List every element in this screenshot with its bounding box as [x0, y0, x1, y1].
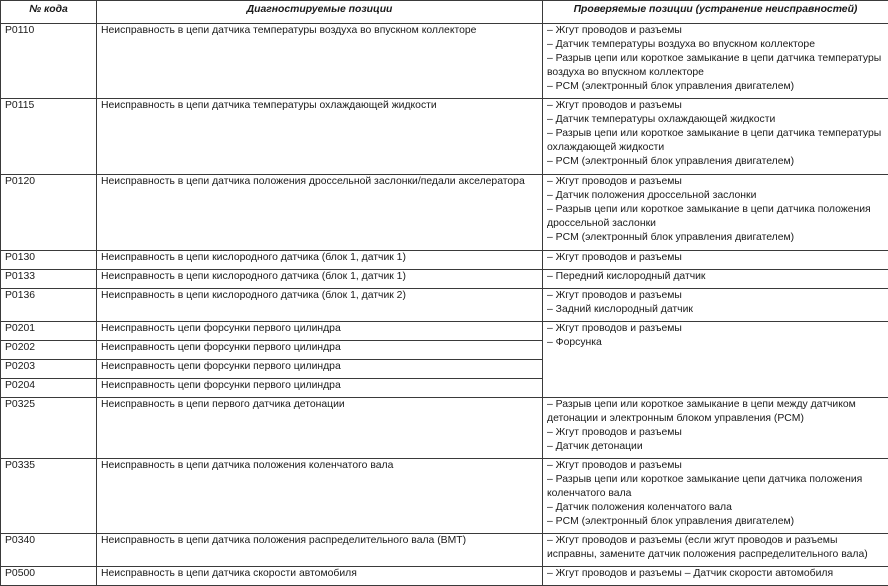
checks-cell	[543, 534, 888, 567]
code-cell: P0115	[1, 99, 97, 175]
table-row	[1, 24, 888, 99]
code-cell: P0500	[1, 567, 97, 586]
code-cell: P0202	[1, 341, 97, 360]
check-item: – PCM (электронный блок управления двигателем)	[547, 156, 795, 167]
check-item: – PCM (электронный блок управления двигателем)	[547, 516, 795, 527]
code-cell: P0325	[1, 398, 97, 459]
check-item: – Жгут проводов и разъемы (если жгут проводов и разъемы исправны, замените датчик положения распределительного вала)	[547, 535, 868, 560]
description-cell: Неисправность в цепи датчика скорости автомобиля	[97, 567, 543, 586]
checks-cell	[543, 567, 888, 586]
checks-cell	[543, 99, 888, 175]
check-item: – Датчик температуры воздуха во впускном коллекторе	[547, 39, 815, 50]
table-row	[1, 322, 888, 341]
table-row	[1, 534, 888, 567]
table-row	[1, 459, 888, 534]
header-code: № кода	[1, 1, 97, 24]
description-cell: Неисправность в цепи кислородного датчика (блок 1, датчик 1)	[97, 251, 543, 270]
description-cell: Неисправность в цепи кислородного датчика (блок 1, датчик 1)	[97, 270, 543, 289]
code-cell: P0340	[1, 534, 97, 567]
check-item: – PCM (электронный блок управления двигателем)	[547, 81, 795, 92]
check-item: – Разрыв цепи или короткое замыкание в цепи датчика положения дроссельной заслонки	[547, 204, 871, 229]
check-item: – Жгут проводов и разъемы	[547, 25, 682, 36]
checks-cell	[543, 251, 888, 270]
table-row	[1, 567, 888, 586]
check-item: – Жгут проводов и разъемы	[547, 427, 682, 438]
check-item: – Жгут проводов и разъемы	[547, 252, 682, 263]
check-item: – Передний кислородный датчик	[547, 271, 706, 282]
table-row	[1, 289, 888, 322]
check-item: – Разрыв цепи или короткое замыкание в цепи датчика температуры охлаждающей жидкости	[547, 128, 882, 153]
table-row	[1, 398, 888, 459]
description-cell: Неисправность цепи форсунки первого цилиндра	[97, 341, 543, 360]
table-row	[1, 175, 888, 251]
description-cell: Неисправность в цепи кислородного датчика (блок 1, датчик 2)	[97, 289, 543, 322]
code-cell: P0204	[1, 379, 97, 398]
table-row	[1, 99, 888, 175]
description-cell: Неисправность в цепи датчика температуры охлаждающей жидкости	[97, 99, 543, 175]
checks-cell	[543, 175, 888, 251]
checks-cell	[543, 398, 888, 459]
description-cell: Неисправность цепи форсунки первого цилиндра	[97, 322, 543, 341]
description-cell: Неисправность в цепи датчика положения коленчатого вала	[97, 459, 543, 534]
check-item: – Жгут проводов и разъемы	[547, 460, 682, 471]
check-item: – Жгут проводов и разъемы	[547, 323, 682, 334]
code-cell: P0201	[1, 322, 97, 341]
check-item: – Задний кислородный датчик	[547, 304, 693, 315]
code-cell: P0133	[1, 270, 97, 289]
code-cell: P0136	[1, 289, 97, 322]
check-item: – Жгут проводов и разъемы	[547, 176, 682, 187]
description-cell: Неисправность в цепи первого датчика детонации	[97, 398, 543, 459]
header-row	[1, 1, 888, 24]
description-cell: Неисправность в цепи датчика положения распределительного вала (ВМТ)	[97, 534, 543, 567]
code-cell: P0130	[1, 251, 97, 270]
description-cell: Неисправность цепи форсунки первого цилиндра	[97, 360, 543, 379]
checks-cell	[543, 289, 888, 322]
table-row	[1, 270, 888, 289]
check-item: – Датчик положения коленчатого вала	[547, 502, 732, 513]
checks-cell	[543, 459, 888, 534]
check-item: – Датчик детонации	[547, 441, 643, 452]
checks-cell	[543, 270, 888, 289]
check-item: – Датчик положения дроссельной заслонки	[547, 190, 757, 201]
code-cell: P0110	[1, 24, 97, 99]
check-item: – Жгут проводов и разъемы – Датчик скорости автомобиля	[547, 568, 834, 579]
header-checked: Проверяемые позиции (устранение неисправностей)	[543, 1, 888, 24]
description-cell: Неисправность в цепи датчика положения дроссельной заслонки/педали акселератора	[97, 175, 543, 251]
code-cell: P0335	[1, 459, 97, 534]
description-cell: Неисправность в цепи датчика температуры воздуха во впускном коллекторе	[97, 24, 543, 99]
checks-cell	[543, 24, 888, 99]
check-item: – Жгут проводов и разъемы	[547, 100, 682, 111]
code-cell: P0203	[1, 360, 97, 379]
check-item: – PCM (электронный блок управления двигателем)	[547, 232, 795, 243]
check-item: – Разрыв цепи или короткое замыкание в цепи датчика температуры воздуха во впускном коллекторе	[547, 53, 882, 78]
checks-cell	[543, 322, 888, 398]
check-item: – Разрыв цепи или короткое замыкание цепи датчика положения коленчатого вала	[547, 474, 863, 499]
check-item: – Форсунка	[547, 337, 602, 348]
table-row	[1, 251, 888, 270]
header-diagnosed: Диагностируемые позиции	[97, 1, 543, 24]
description-cell: Неисправность цепи форсунки первого цилиндра	[97, 379, 543, 398]
check-item: – Жгут проводов и разъемы	[547, 290, 682, 301]
code-cell: P0120	[1, 175, 97, 251]
check-item: – Датчик температуры охлаждающей жидкости	[547, 114, 776, 125]
check-item: – Разрыв цепи или короткое замыкание в цепи между датчиком детонации и электронным блоком управления (PCM)	[547, 399, 856, 424]
